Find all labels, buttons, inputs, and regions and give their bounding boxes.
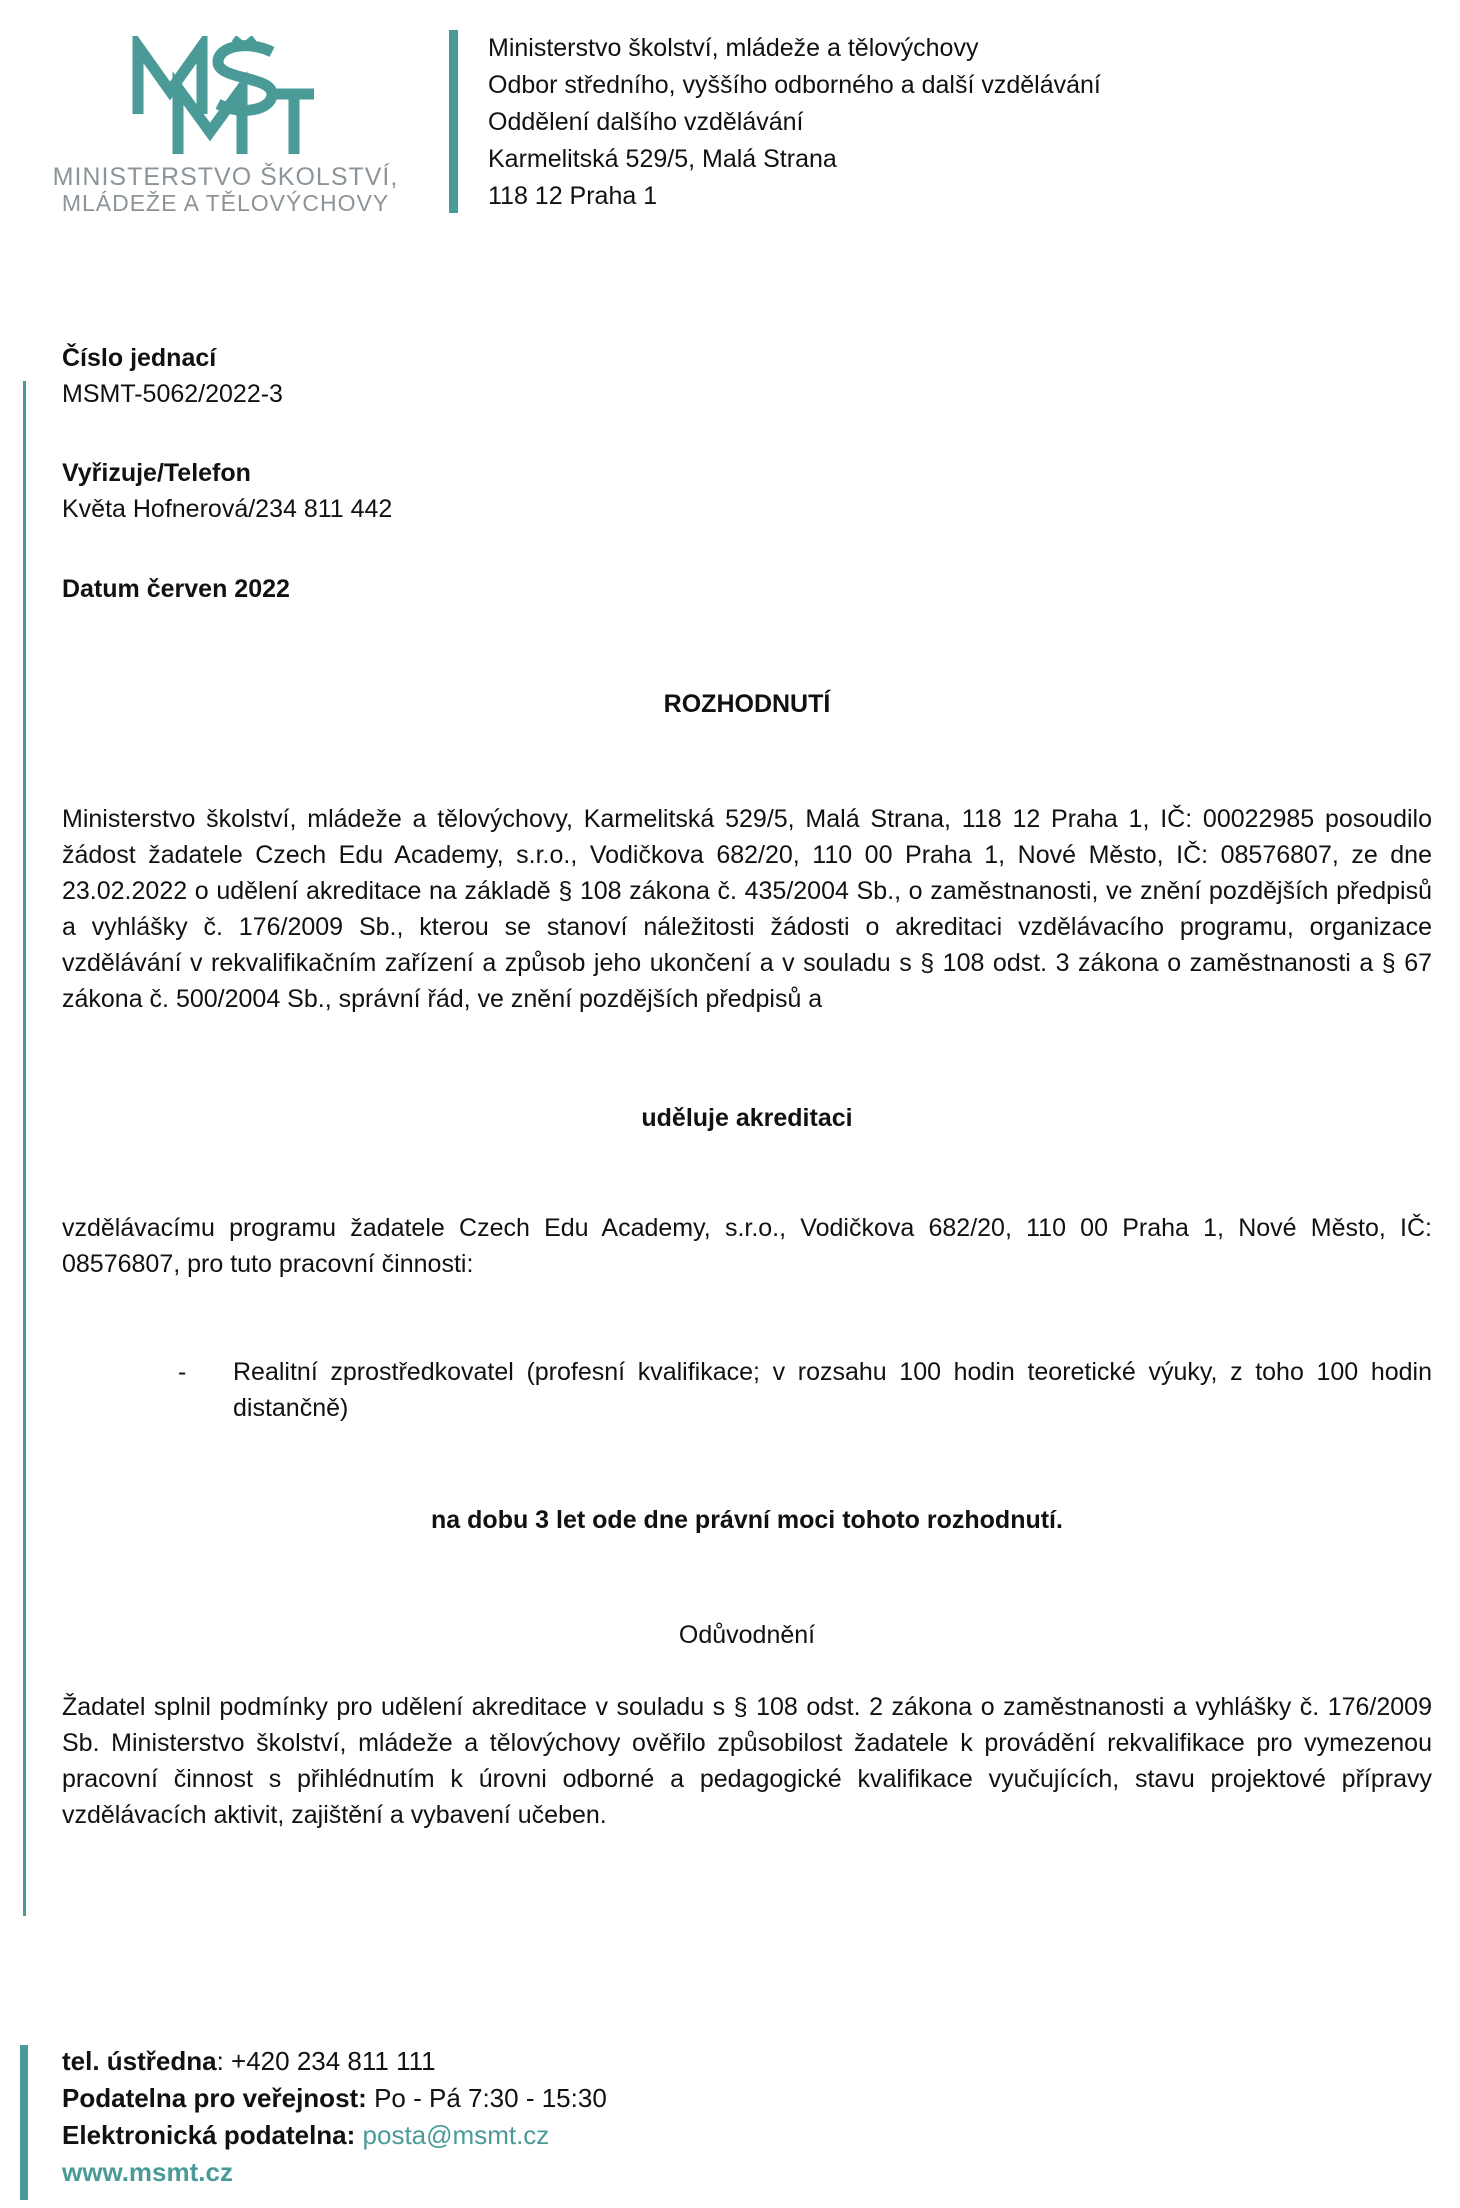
footer-office-hours — [62, 2080, 607, 2117]
msmt-logo-monogram-icon — [38, 36, 413, 161]
footer-divider-bar — [20, 2045, 28, 2200]
logo-text-line1: MINISTERSTVO ŠKOLSTVÍ, — [52, 163, 399, 191]
reference-number-label: Číslo jednací — [62, 344, 217, 372]
paragraph-program: vzdělávacímu programu žadatele Czech Edu Academy, s.r.o., Vodičkova 682/20, 110 00 Praha 1, Nové Město, IČ: 08576807, pro tuto pracovní činnosti: — [62, 1214, 1432, 1278]
header-line-street: Karmelitská 529/5, Malá Strana — [488, 145, 837, 173]
left-margin-line — [23, 381, 26, 1916]
footer-phone-value: : +420 234 811 111 — [216, 2046, 436, 2076]
header-line-section: Oddělení dalšího vzdělávání — [488, 108, 804, 136]
paragraph-reason: Žadatel splnil podmínky pro udělení akreditace v souladu s § 108 odst. 2 zákona o zaměstnanosti a vyhlášky č. 176/2009 Sb. Ministerstvo školství, mládeže a tělovýchovy ověřilo způsobilost žadatele k provádění rekvalifikace pro vymezenou pracovní činnost s přihlédnutím k úrovni odborné a pedagogické kvalifikace vyučujících, stavu projektové přípravy vzdělávacích aktivit, zajištění a vybavení učeben. — [62, 1693, 1432, 1829]
header-divider-bar — [449, 30, 458, 213]
contact-value: Květa Hofnerová/234 811 442 — [62, 495, 393, 523]
header-address — [488, 30, 1388, 215]
header-line-ministry: Ministerstvo školství, mládeže a tělovýchovy — [488, 34, 979, 62]
footer-email-label: Elektronická podatelna: — [62, 2120, 356, 2150]
msmt-logo — [38, 36, 413, 216]
document-title: ROZHODNUTÍ — [663, 690, 831, 718]
footer-email — [62, 2117, 607, 2154]
header-line-department: Odbor středního, vyššího odborného a další vzdělávání — [488, 71, 1101, 99]
date: Datum červen 2022 — [62, 575, 290, 603]
footer-phone-label: tel. ústředna — [62, 2046, 217, 2076]
paragraph-assessment: Ministerstvo školství, mládeže a tělovýchovy, Karmelitská 529/5, Malá Strana, 118 12 Praha 1, IČ: 00022985 posoudilo žádost žadatele Czech Edu Academy, s.r.o., Vodičkova 682/20, 110 00 Praha 1, Nové Město, IČ: 08576807, ze dne 23.02.2022 o udělení akreditace na základě § 108 zákona č. 435/2004 Sb., o zaměstnanosti, ve znění pozdějších předpisů a vyhlášky č. 176/2009 Sb., kterou se stanoví náležitosti žádosti o akreditaci vzdělávacího programu, organizace vzdělávání v rekvalifikačním zařízení a způsob jeho ukončení a v souladu s § 108 odst. 3 zákona o zaměstnanosti a § 67 zákona č. 500/2004 Sb., správní řád, ve znění pozdějších předpisů a — [62, 805, 1432, 1013]
footer-phone — [62, 2043, 607, 2080]
footer-web — [62, 2154, 607, 2191]
logo-text-line2: MLÁDEŽE A TĚLOVÝCHOVY — [61, 190, 390, 216]
reason-heading: Odůvodnění — [678, 1621, 816, 1649]
bullet-activity: Realitní zprostředkovatel (profesní kvalifikace; v rozsahu 100 hodin teoretické výuky, z toho 100 hodin distančně) — [233, 1358, 1432, 1422]
footer-office-label: Podatelna pro veřejnost: — [62, 2083, 367, 2113]
reference-number: MSMT-5062/2022-3 — [62, 380, 283, 408]
footer-office-value: Po - Pá 7:30 - 15:30 — [366, 2083, 607, 2113]
grant-heading: uděluje akreditaci — [641, 1104, 853, 1132]
footer-email-link[interactable]: posta@msmt.cz — [355, 2120, 550, 2150]
bullet-dash: - — [178, 1358, 187, 1386]
header-line-city: 118 12 Praha 1 — [488, 182, 658, 210]
duration-statement: na dobu 3 let ode dne právní moci tohoto rozhodnutí. — [431, 1506, 1063, 1534]
contact-label: Vyřizuje/Telefon — [62, 459, 251, 487]
footer-web-link[interactable]: www.msmt.cz — [62, 2157, 233, 2187]
footer-contact — [62, 2043, 607, 2191]
